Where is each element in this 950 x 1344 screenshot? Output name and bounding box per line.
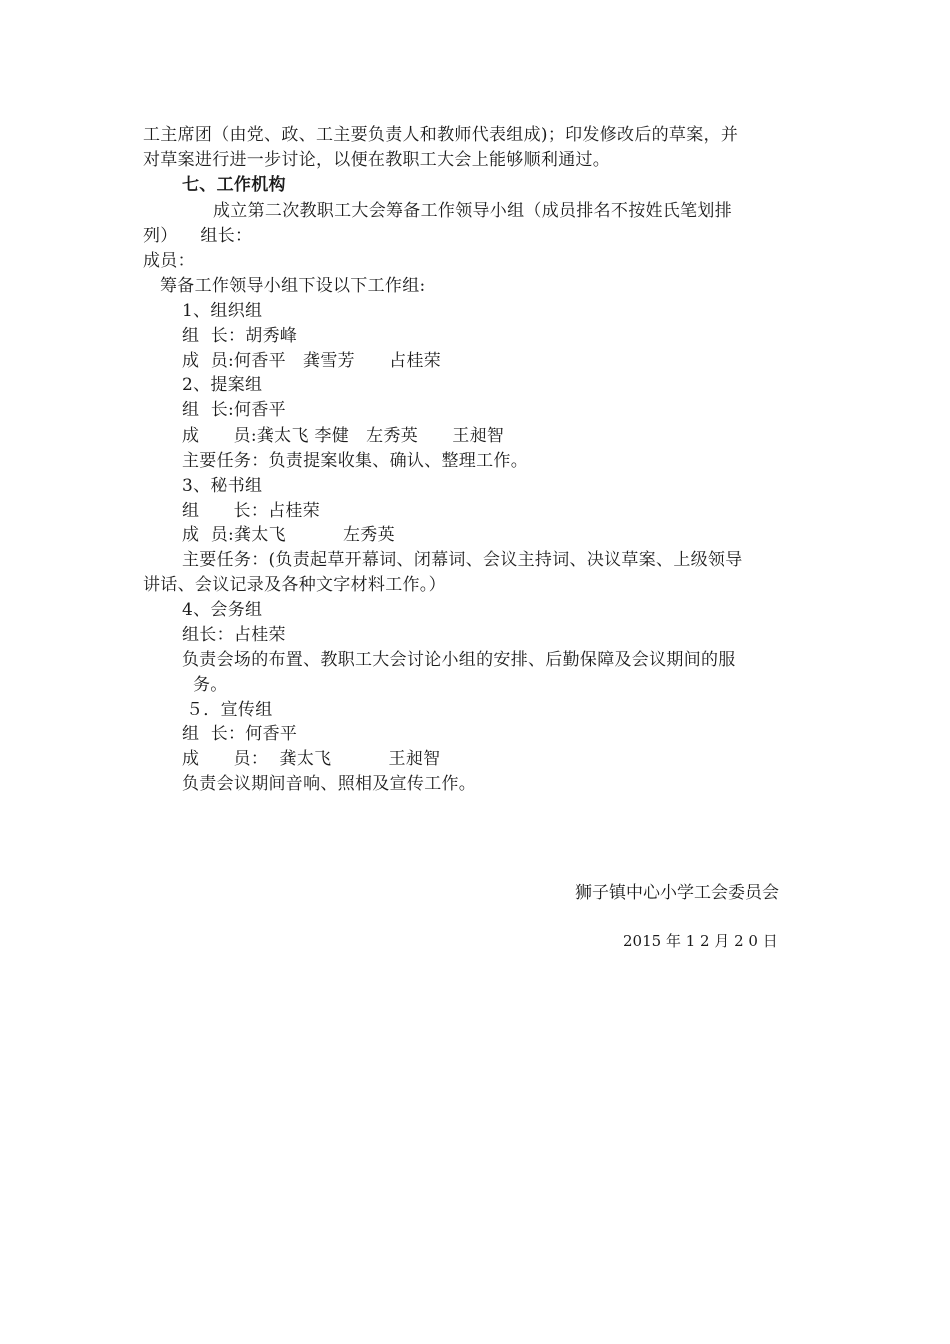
section-paragraph-line-1: 成立第二次教职工大会筹备工作领导小组（成员排名不按姓氏笔划排 [213, 201, 732, 221]
intro-line-1: 工主席团（由党、政、工主要负责人和教师代表组成)；印发修改后的草案，并 [143, 125, 739, 145]
group-2-title: 2、提案组 [182, 375, 263, 395]
group-2-members: 成 员:龚太飞 李健 左秀英 王昶智 [182, 426, 505, 446]
signature-organization: 狮子镇中心小学工会委员会 [575, 883, 779, 903]
members-label: 成员： [143, 251, 195, 271]
group-2-task: 主要任务：负责提案收集、确认、整理工作。 [182, 451, 528, 471]
section-heading: 七、工作机构 [182, 175, 286, 195]
section-paragraph-line-2: 列） 组长： [143, 226, 253, 246]
group-5-leader: 组 长：何香平 [182, 724, 298, 744]
group-4-leader: 组长：占桂荣 [182, 625, 286, 645]
group-1-title: 1、组织组 [182, 301, 263, 321]
group-3-task-line-2: 讲话、会议记录及各种文字材料工作。） [143, 575, 446, 595]
group-5-title: ５．宣传组 [186, 700, 273, 720]
signature-date: 2015 年 1 2 月 2 0 日 [623, 932, 778, 950]
group-4-task-line-2: 务。 [193, 675, 228, 695]
subgroups-intro: 筹备工作领导小组下设以下工作组: [160, 276, 426, 296]
group-3-task-line-1: 主要任务：(负责起草开幕词、闭幕词、会议主持词、决议草案、上级领导 [182, 550, 743, 570]
group-5-members: 成 员： 龚太飞 王昶智 [182, 749, 441, 769]
intro-line-2: 对草案进行进一步讨论，以便在教职工大会上能够顺利通过。 [143, 150, 611, 170]
group-1-members: 成 员:何香平 龚雪芳 占桂荣 [182, 351, 442, 371]
group-3-leader: 组 长：占桂荣 [182, 501, 321, 521]
group-3-members: 成 员:龚太飞 左秀英 [182, 525, 395, 545]
group-5-task: 负责会议期间音响、照相及宣传工作。 [182, 774, 477, 794]
group-1-leader: 组 长：胡秀峰 [182, 326, 298, 346]
group-2-leader: 组 长:何香平 [182, 400, 286, 420]
group-4-task-line-1: 负责会场的布置、教职工大会讨论小组的安排、后勤保障及会议期间的服 [182, 650, 736, 670]
group-4-title: 4、会务组 [182, 600, 263, 620]
group-3-title: 3、秘书组 [182, 476, 263, 496]
